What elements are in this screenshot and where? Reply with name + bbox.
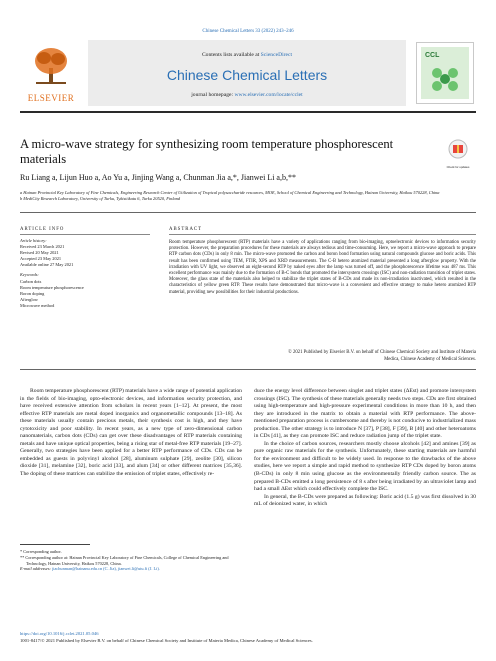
- body-paragraph: Room temperature phosphorescent (RTP) materials have a wide range of potential application in the fields of bio-imaging, opto-electronic devices, and information security protection, and have received extensive attention from scholars in recent years [1–12]. At present, the most effective RTP materials are metal doped inorganics and organometallic compounds [13–18]. As these materials usually contain precious metals, their synthesis cost is high, and they have cytotoxicity and poor stability. In recent years, as a new type of zero-dimensional carbon nanomaterials, carbon dots (CDs) can get over these disadvantages of RTP materials containing metals and have unique optical properties, being a rising star of metal-free RTP materials [19–27]. Generally, two strategies have been applied for a better RTP performance of CDs. CDs can be embedded as guests in polyvinyl alcohol [28], aluminum sulphate [29], zeolite [30], silicon dioxide [31], melamine [32], boric acid [33], and alum [34] or other different matrices [35,36]. The doping of these matrices can stabilize the emission of triplet states, effectively re-: [20, 388, 242, 478]
- abstract-heading: ABSTRACT: [169, 227, 203, 232]
- doi-link[interactable]: https://doi.org/10.1016/j.cclet.2021.05.046: [20, 631, 99, 636]
- footnotes: [20, 549, 242, 572]
- contents-line: [88, 52, 406, 58]
- journal-title: Chinese Chemical Letters: [166, 67, 328, 83]
- elsevier-tree-icon: [32, 46, 70, 86]
- homepage-prefix: journal homepage:: [191, 92, 235, 98]
- author-divider: [20, 212, 476, 213]
- sciencedirect-link[interactable]: ScienceDirect: [260, 52, 293, 58]
- journal-banner: [88, 40, 406, 106]
- email-label: E-mail addresses:: [20, 566, 53, 572]
- affiliation-b: b MediCity Research Laboratory, University of Turku, Tykistökatu 6, Turku 20520, Finland: [20, 196, 181, 201]
- cover-image: [421, 47, 469, 99]
- author-list: Ru Liang a, Lijun Huo a, Ao Yu a, Jinjing Wang a, Chunman Jia a,*, Jianwei Li a,b,**: [20, 173, 296, 182]
- keywords-label: Keywords:: [20, 272, 39, 278]
- cover-ccl-text: CCL: [425, 52, 440, 59]
- keyword-item: Afterglow: [20, 296, 38, 302]
- cover-flower-icon: [427, 63, 463, 95]
- check-for-updates-badge[interactable]: [444, 138, 472, 169]
- affiliations: [20, 190, 460, 202]
- body-paragraph: duce the energy level difference between singlet and triplet states (ΔEst) and promote intersystem crossings (ISC). The synthesis of these materials generally needs two steps. CDs are first obtained using high-temperature and high-pressure experimental conditions in more than 10 h, and then they are introduced in the matrix to obtain a material with RTP performance. The above-mentioned preparation process is cumbersome and thereby is not conducive to industrialized mass production. The other strategy is to introduce N [37], P [38], F [39], B [40] and other heteroatoms in CDs [41], as they can promote ISC and reduce radiation jump of the triplet state.: [254, 388, 476, 440]
- journal-homepage-link[interactable]: www.elsevier.com/locate/cclet: [234, 92, 303, 98]
- body-left-column: [20, 388, 242, 479]
- elsevier-logo: [20, 40, 82, 106]
- abstract-rule: [169, 234, 476, 235]
- keyword-item: Room temperature phosphorescence: [20, 284, 84, 290]
- copyright-line-1: © 2021 Published by Elsevier B.V. on behalf of Chinese Chemical Society and Institute of Materia: [288, 350, 476, 355]
- article-history-label: Article history:: [20, 238, 47, 243]
- homepage-line: [88, 92, 406, 98]
- keyword-item: Microwave method: [20, 302, 55, 308]
- email-links[interactable]: jiachunman@hainanu.edu.cn (C. Jia), jianwei.li@utu.fi (J. Li).: [52, 566, 160, 572]
- keyword-item: Carbon dots: [20, 278, 42, 284]
- journal-header: [20, 40, 476, 108]
- abstract-text: Room temperature phosphorescent (RTP) materials have a variety of applications ranging from bio-imaging, optoelectronic devices to information security protection. However, the preparation procedures for these materials are always tedious and time-consuming. Here, we report a micro-wave approach to prepare RTP carbon dots (CDs) in only 8 min. The micro-wave promoted the carbon and boron bond formation using natural compounds glucose and boric acids. This result has been confirmed using TEM, FTIR, XPS and XRD measurements. The C-B hetero atomized material presented a long afterglow property. With the irradiation with UV light, we observed an eight-second RTP by naked eyes after the lamp was turned off, and the phosphorescence lifetime was 487 ms. This excellent performance was mainly due to the formation of B-C bonds that promoted the intersystem crossings (ISC) and non-radiation transition of triplet states. Moreover, the glass state of the materials also helped to stabilize the triplet states of B-CDs and made its non-irradiation inactivated, which resulted in the characteristics of yellow green RTP. These results have demonstrated that micro-wave is a convenient and effective strategy to make hetero atomized RTP material, providing new possibilities for their industrial productions.: [169, 240, 476, 295]
- abstract-divider: [20, 369, 476, 370]
- header-divider: [20, 111, 476, 113]
- journal-cover-thumbnail: [416, 42, 474, 104]
- body-paragraph: In the choice of carbon sources, researchers mostly choose alcohols [42] and amines [39] as pure organic raw materials for the synthesis. Unfortunately, these starting materials are harmful for the environment and difficult to be widely used. In response to the drawbacks of the above studies, here we report a simple and rapid method to synthesize RTP CDs doped by boron atoms (B-CDs) in only 8 min using glucose as the environmentally friendly carbon source. The as prepared B-CDs emitted a long persistence of 8 s after being irradiated by an ultraviolet lamp and had a small ΔEst which could effectively complete the ISC.: [254, 440, 476, 493]
- journal-reference[interactable]: Chinese Chemical Letters 33 (2022) 243–246: [202, 29, 294, 34]
- body-paragraph: In general, the B-CDs were prepared as following: Boric acid (1.5 g) was first dissolved in 30 mL of deionized water, in which: [254, 493, 476, 508]
- received-date: Received 23 March 2021: [20, 244, 65, 250]
- affiliation-a: a Hainan Provincial Key Laboratory of Fine Chemicals, Engineering Research Center of Utilization of Tropical polysaccharide resources, MOE, School of Chemical Engineering and Technology, Hainan University, Haikou 570228, China: [20, 190, 440, 195]
- online-date: Available online 27 May 2021: [20, 262, 74, 268]
- body-right-column: [254, 388, 476, 509]
- footnote-corresponding: * Corresponding author.: [20, 549, 62, 554]
- accepted-date: Accepted 23 May 2021: [20, 256, 62, 262]
- footnote-corresponding-address: ** Corresponding author at: Hainan Provincial Key Laboratory of Fine Chemicals, College of Chemical Engineering and Technology, Hainan University, Haikou 570228, China.: [20, 554, 229, 566]
- abstract-copyright: [169, 350, 476, 363]
- issn-line: 1001-8417/© 2021 Published by Elsevier B.V. on behalf of Chinese Chemical Society and Institute of Materia Medica, Chinese Academy of Medical Sciences.: [20, 638, 313, 643]
- article-title: A micro-wave strategy for synthesizing room temperature phosphorescent materials: [20, 137, 394, 166]
- article-info-heading: ARTICLE INFO: [20, 227, 65, 232]
- revised-date: Revised 20 May 2021: [20, 250, 59, 256]
- elsevier-wordmark: ELSEVIER: [27, 93, 75, 103]
- article-info-column: [20, 238, 155, 309]
- contents-prefix: Contents lists available at: [201, 52, 261, 58]
- copyright-line-2: Medica, Chinese Academy of Medical Sciences.: [384, 356, 476, 362]
- keyword-item: Boron doping: [20, 290, 45, 296]
- footnote-rule: [20, 544, 90, 545]
- check-updates-label: Check for updates: [446, 165, 470, 169]
- article-info-rule: [20, 234, 150, 235]
- check-updates-icon: [444, 138, 472, 160]
- footnote-emails: [20, 566, 242, 572]
